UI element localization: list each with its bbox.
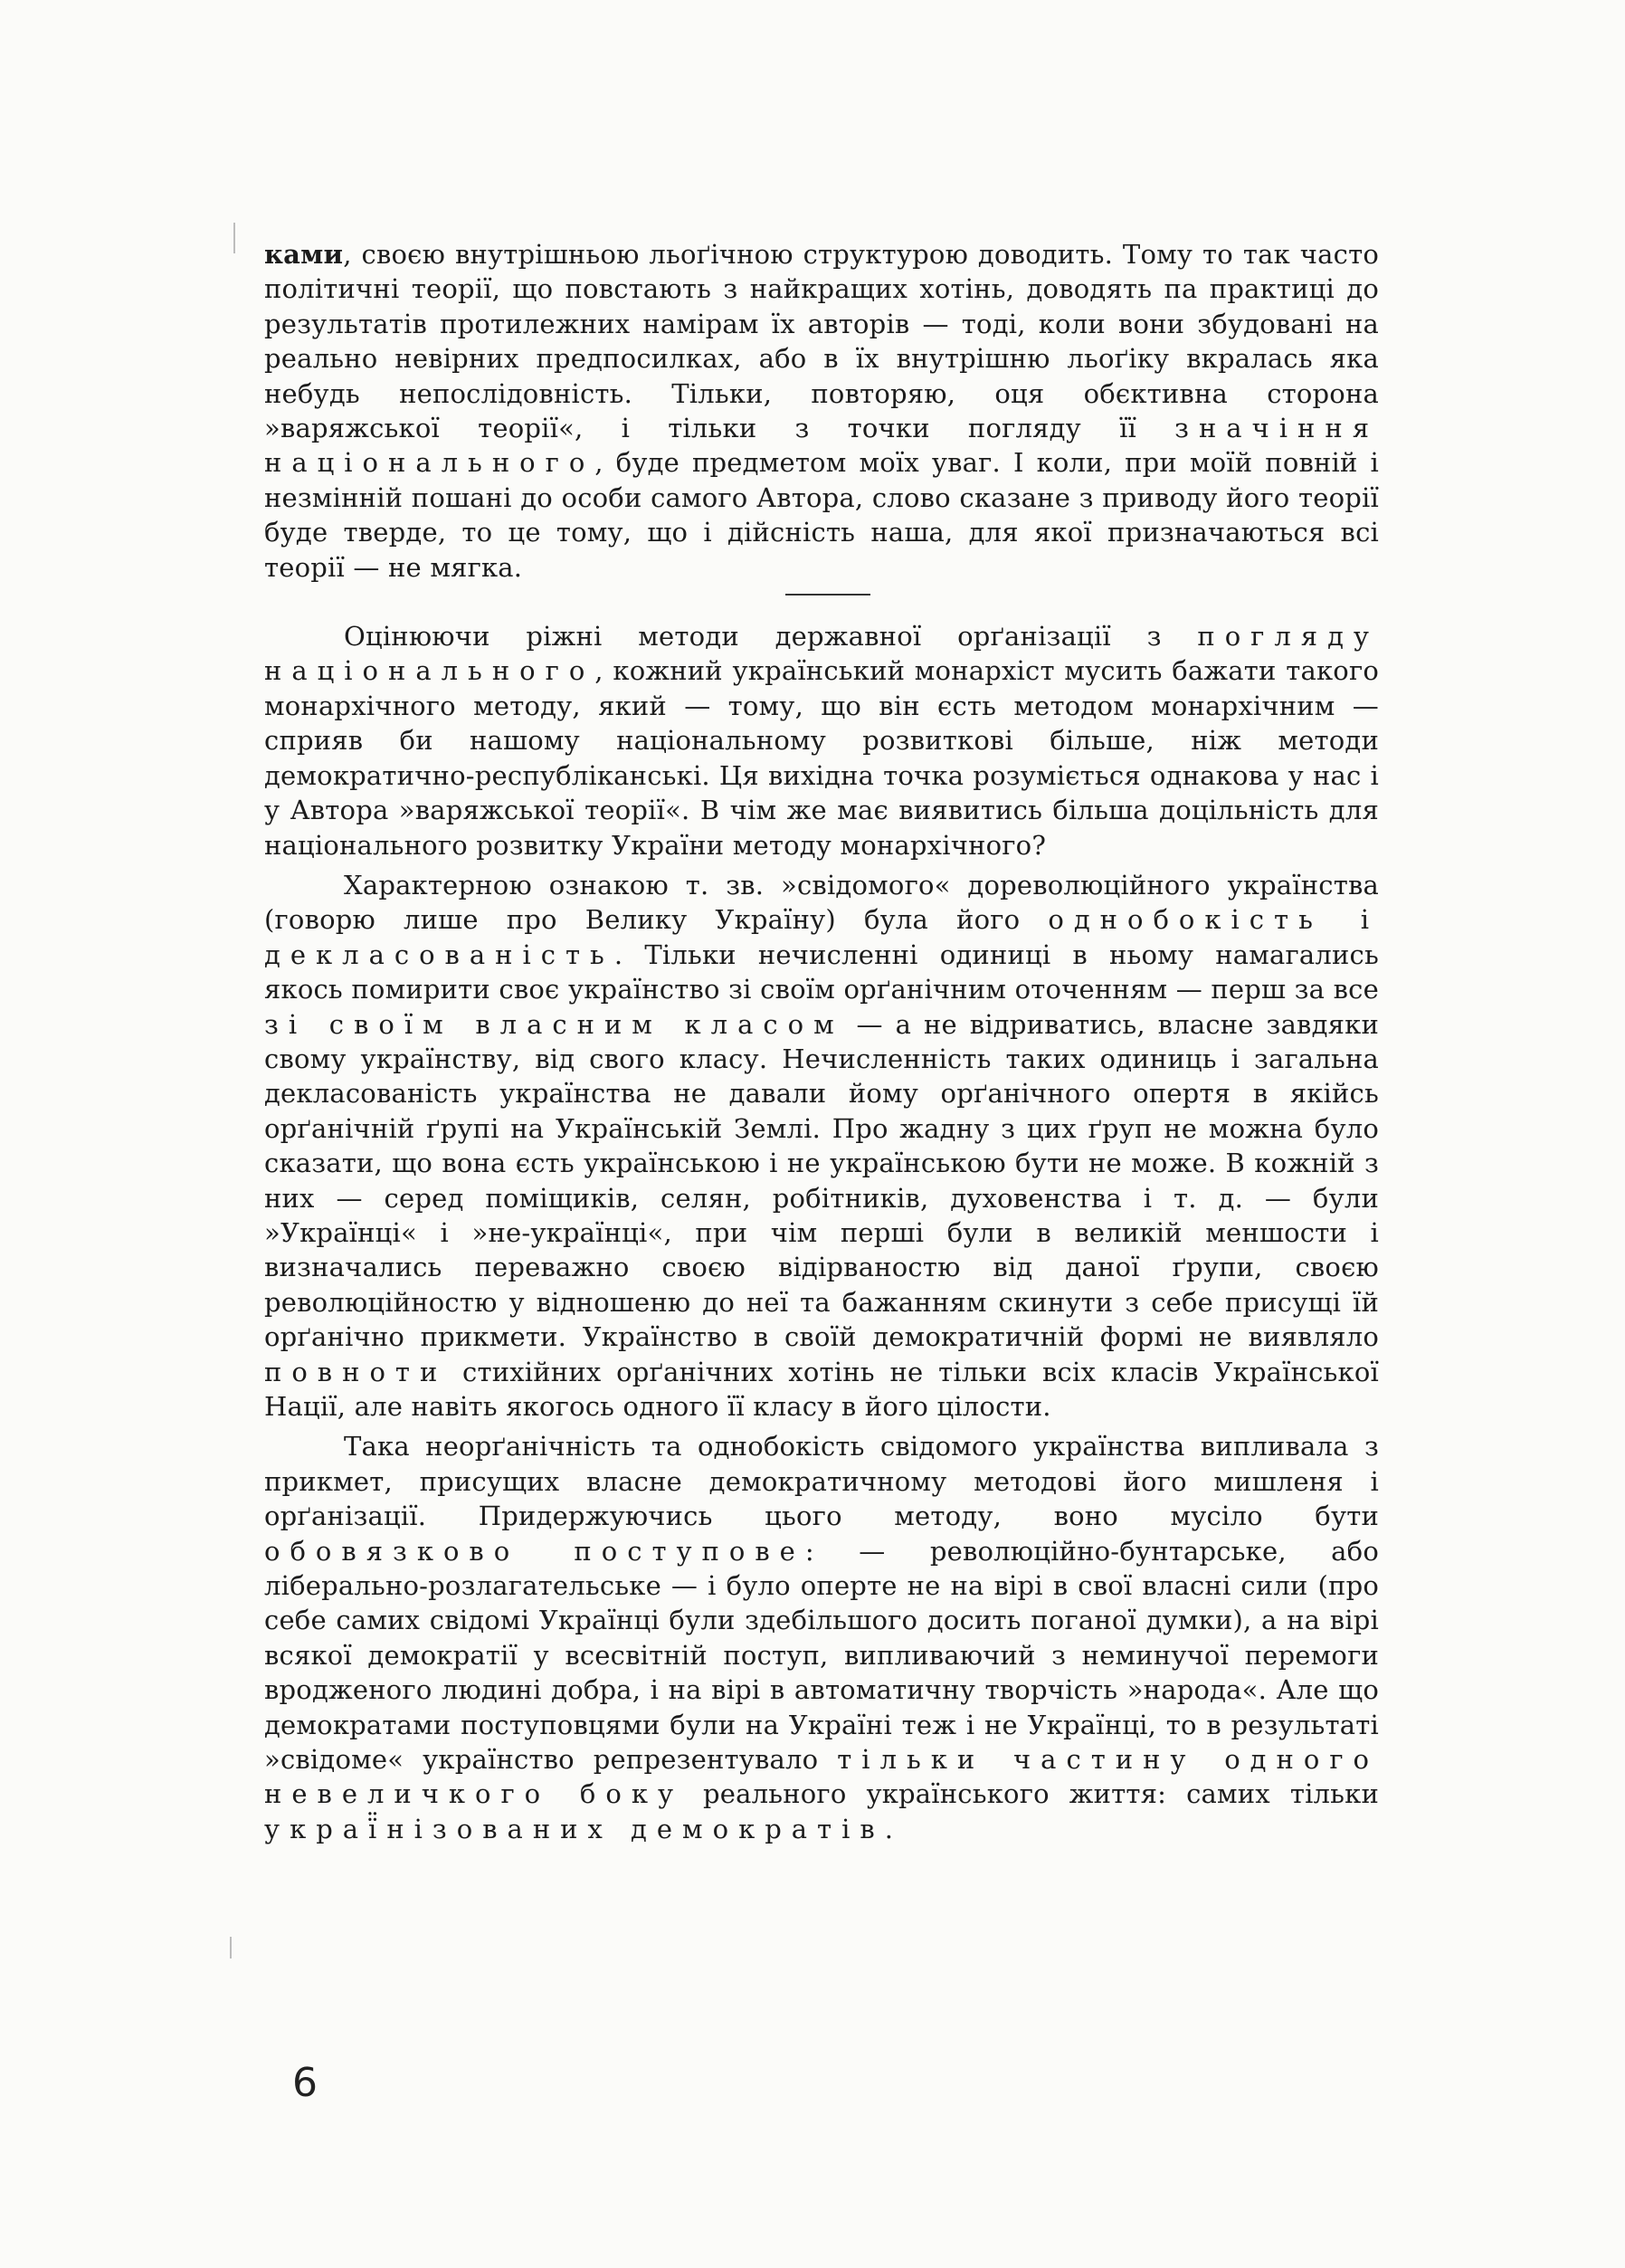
seg: . Тільки нечисленні одиниці в ньому намагались якось помирити своє українство зі своїм орґанічним оточенням — перш за все [264, 939, 1379, 1005]
seg-spaced: погляду національного [264, 621, 1379, 687]
seg: — а не відриватись, власне завдяки свому українству, від свого класу. Нечисленність таких одиниць і загальна декласованість українства не давали йому орґанічного опертя в якійсь орґанічній ґрупі на Українській Землі. Про жадну з цих ґруп не можна було сказати, що вона єсть українською і не українською бути не може. В кожній з них — серед поміщиків, селян, робітників, духовенства і т. д. — були »Українці« і »не-українці«, при чім перші були в великій меншости і визначались переважно своєю відірваностю від даної ґрупи, своєю революційностю у відношеню до неї та бажанням скинути з себе присущі їй орґанічно прикмети. Українство в своїй демократичній формі не виявляло [264, 1008, 1379, 1353]
seg: ками [264, 239, 344, 270]
paragraph-3 [264, 868, 1379, 1425]
seg: стихійних орґанічних хотінь не тільки всіх класів Української Нації, але навіть якогось одного її класу в його цілости. [264, 1356, 1379, 1422]
seg-spaced: повноти [264, 1356, 448, 1387]
paragraph-4 [264, 1429, 1379, 1846]
seg: , буде предметом моїх уваг. І коли, при моїй повній і незмінній пошані до особи самого Автора, слово сказане з приводу його теорії буде тверде, то це тому, що і дійсність наша, для якої призначаються всі теорії — не мягка. [264, 447, 1379, 583]
text-column [264, 237, 1379, 1846]
seg-spaced: однобокість і декласованість [264, 904, 1379, 970]
seg: , своєю внутрішньою льоґічною структурою доводить. Тому то так часто політичні теорії, що повстають з найкращих хотінь, доводять па практиці до результатів протилежних намірам їх авторів — тоді, коли вони збудовані на реально невірних предпосилках, або в їх внутрішню льоґіку вкралась яка небудь непослідовність. Тільки, повторяю, оця обєктивна сторона »варяжської теорії«, і тільки з точки погляду її [264, 239, 1379, 444]
seg-spaced: тільки частину одного невеличкого боку [264, 1744, 1379, 1810]
seg: Характерною ознакою т. зв. »свідомого« дореволюційного українства (говорю лише про Велику Україну) була його [264, 869, 1379, 936]
margin-mark-top [233, 223, 235, 253]
section-divider [785, 594, 870, 596]
page-number: 6 [292, 2060, 318, 2106]
seg-spaced: украї̈нізованих демократів [264, 1813, 885, 1844]
seg-spaced: зі своїм власним класом [264, 1008, 844, 1040]
paragraph-1 [264, 237, 1379, 585]
seg-spaced: значіння національного [264, 413, 1379, 479]
seg: реального українського життя: самих тільки [683, 1778, 1380, 1810]
seg: Така неорґанічність та однобокість свідомого українства випливала з прикмет, присущих власне демократичному методові його мишленя і орґанізації. Придержуючись цього методу, воно мусіло бути [264, 1431, 1379, 1532]
seg-spaced: обовязково поступове [264, 1535, 805, 1567]
paragraph-2 [264, 619, 1379, 862]
seg: Оцінюючи ріжні методи державної орґанізації з [344, 621, 1198, 653]
seg: : — революційно-бунтарське, або ліберально-розлагательське — і було оперте не на вірі в свої власні сили (про себе самих свідомі Українці були здебільшого досить поганої думки), а на вірі всякої демократії у всесвітній поступ, випливаючий з неминучої перемоги вродженого людині добра, і на вірі в автоматичну творчість »народа«. Але що демократами поступовцями були на Україні теж і не Українці, то в результаті »свідоме« українство репрезентувало [264, 1535, 1379, 1776]
seg: , кожний український монархіст мусить бажати такого монархічного методу, який — тому, що він єсть методом монархічним — сприяв би нашому національному розвиткові більше, ніж методи демократично-республіканські. Ця вихідна точка розуміється однакова у нас і у Автора »варяжської теорії«. В чім же має виявитись більша доцільність для національного розвитку України методу монархічного? [264, 655, 1379, 861]
margin-mark-bottom [230, 1937, 232, 1958]
seg: . [884, 1813, 894, 1844]
